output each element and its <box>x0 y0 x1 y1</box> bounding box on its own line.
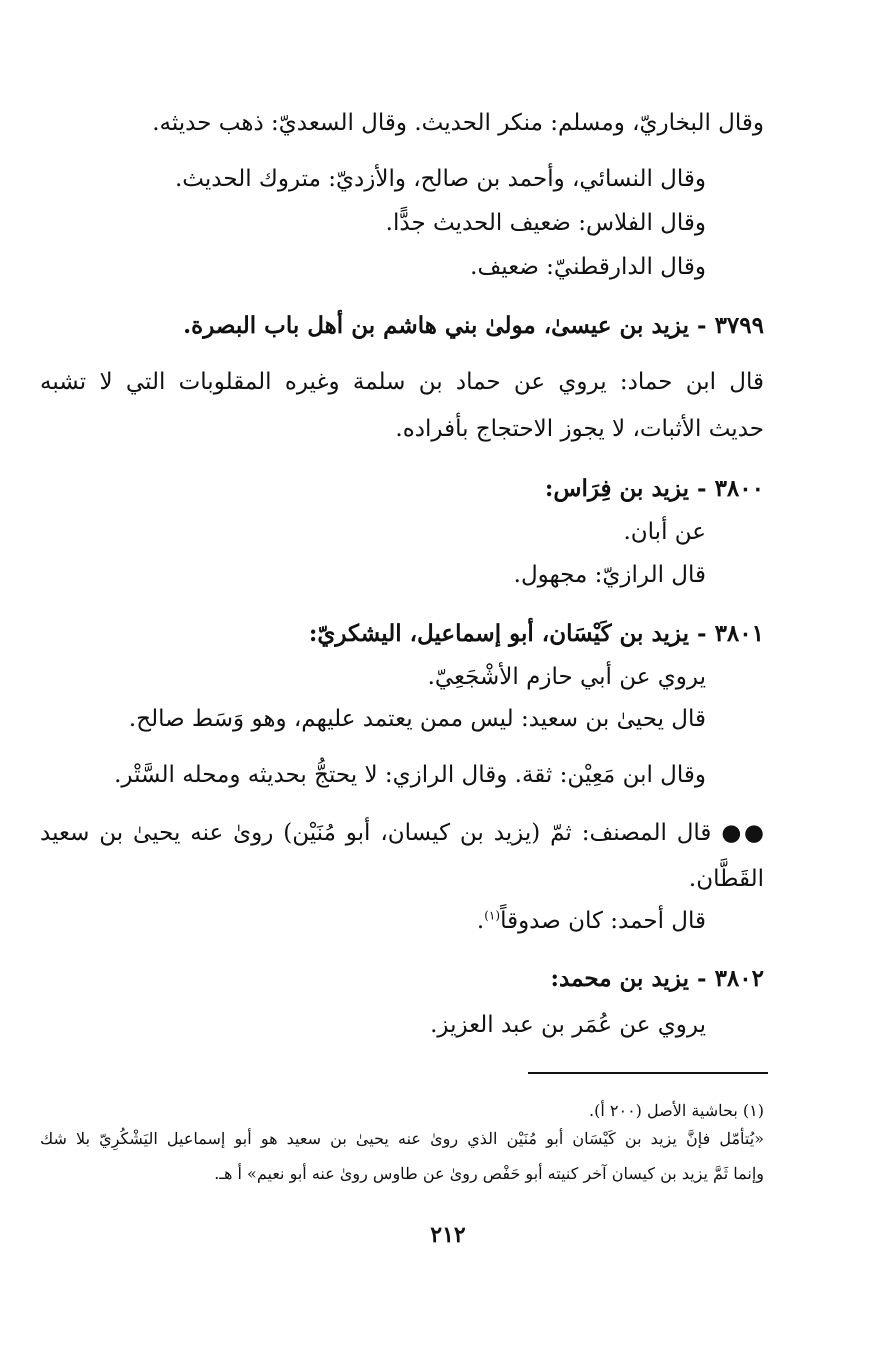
entry-heading-3802: ٣٨٠٢ - يزيد بن محمد: <box>550 965 764 992</box>
entry-3800-text-line1: عن أبان. <box>623 519 706 545</box>
footnote-line3: وإنما ثَمَّ يزيد بن كيسان آخر كنيته أبو حَفْص روىٰ عن طاوس روىٰ عنه أبو نعيم» أ هـ. <box>214 1164 764 1183</box>
footnote-divider <box>528 1072 768 1074</box>
entry-heading-3799: ٣٧٩٩ - يزيد بن عيسىٰ، مولىٰ بني هاشم بن أهل باب البصرة. <box>183 312 764 339</box>
ahmad-line-end: . <box>476 908 485 934</box>
footnote-marker: (١) <box>484 908 501 923</box>
entry-3801-text-line1: يروي عن أبي حازم الأشْجَعِيّ. <box>427 664 706 690</box>
text-line-daraqutni: وقال الدارقطنيّ: ضعيف. <box>470 254 706 280</box>
entry-heading-3800: ٣٨٠٠ - يزيد بن فِرَاس: <box>544 475 764 502</box>
ahmad-line <box>477 904 706 938</box>
entry-heading-3801: ٣٨٠١ - يزيد بن كَيْسَان، أبو إسماعيل، اليشكريّ: <box>308 620 764 647</box>
entry-3802-text-line1: يروي عن عُمَر بن عبد العزيز. <box>430 1012 706 1038</box>
ahmad-line-text: قال أحمد: كان صدوقاً <box>500 908 706 934</box>
entry-3799-text-line2: حديث الأثبات، لا يجوز الاحتجاج بأفراده. <box>395 416 764 442</box>
footnote-line1: (١) بحاشية الأصل (٢٠٠ أ). <box>589 1101 764 1120</box>
page-number: ٢١٢ <box>430 1222 466 1248</box>
musannif-note-line2: القَطَّان. <box>688 866 764 892</box>
footnote-line2: «يُتأمّل فإنَّ يزيد بن كَيْسَان أبو مُنَيْن الذي روىٰ عنه يحيىٰ بن سعيد هو أبو إسماعيل اليَشْكُرِيّ بلا شك <box>40 1129 764 1148</box>
text-line-bukhari: وقال البخاريّ، ومسلم: منكر الحديث. وقال السعديّ: ذهب حديثه. <box>152 110 764 136</box>
entry-3799-text-line1: قال ابن حماد: يروي عن حماد بن سلمة وغيره المقلوبات التي لا تشبه <box>40 369 764 395</box>
entry-3801-text-line2: قال يحيىٰ بن سعيد: ليس ممن يعتمد عليهم، وهو وَسَط صالح. <box>128 706 706 732</box>
text-line-fallas: وقال الفلاس: ضعيف الحديث جدًّا. <box>385 210 706 236</box>
entry-3800-text-line2: قال الرازيّ: مجهول. <box>513 562 706 588</box>
entry-3801-text-line3: وقال ابن مَعِيْن: ثقة. وقال الرازي: لا يحتجُّ بحديثه ومحله السَّتْر. <box>114 762 706 788</box>
text-line-nasai: وقال النسائي، وأحمد بن صالح، والأزديّ: متروك الحديث. <box>174 166 706 192</box>
musannif-note-line1: ●● قال المصنف: ثمّ (يزيد بن كيسان، أبو مُنَيْن) روىٰ عنه يحيىٰ بن سعيد <box>40 820 764 846</box>
